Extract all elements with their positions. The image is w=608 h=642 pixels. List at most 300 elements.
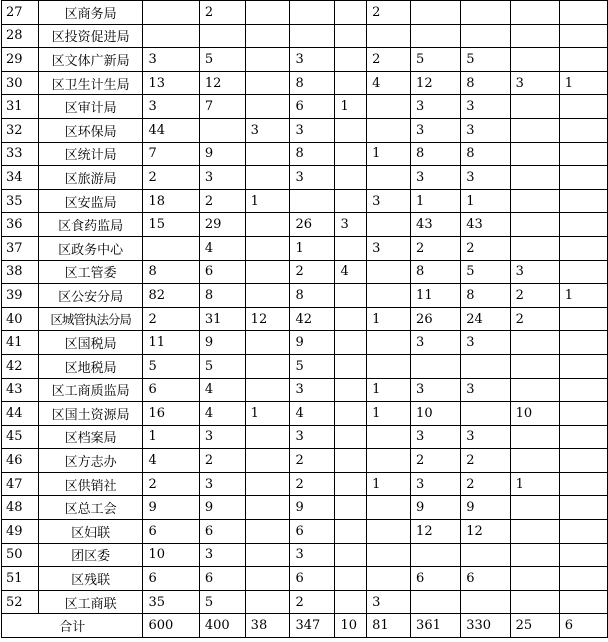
row-number: 33 [2,142,39,166]
value-cell: 6 [143,378,199,402]
value-cell [559,24,607,48]
value-cell: 3 [199,543,245,567]
value-cell: 26 [290,213,335,237]
value-cell [143,24,199,48]
department-name: 区卫生计生局 [38,71,143,95]
value-cell [510,378,559,402]
value-cell [367,260,411,284]
value-cell [245,24,290,48]
value-cell: 1 [290,236,335,260]
value-cell: 16 [143,402,199,426]
value-cell [367,118,411,142]
value-cell [335,567,367,591]
value-cell [510,142,559,166]
table-row [2,331,608,355]
value-cell [143,1,199,25]
value-cell [559,1,607,25]
value-cell [245,472,290,496]
value-cell: 6 [199,567,245,591]
value-cell: 2 [461,472,510,496]
table-row [2,520,608,544]
value-cell [559,354,607,378]
value-cell: 9 [290,331,335,355]
value-cell: 44 [143,118,199,142]
value-cell [510,331,559,355]
row-number: 38 [2,260,39,284]
value-cell: 3 [461,425,510,449]
value-cell [367,449,411,473]
value-cell: 3 [245,118,290,142]
value-cell: 1 [367,402,411,426]
value-cell: 5 [290,354,335,378]
value-cell [335,378,367,402]
value-cell [559,189,607,213]
value-cell: 6 [290,520,335,544]
table-row [2,213,608,237]
total-row [2,614,608,638]
row-number: 34 [2,166,39,190]
value-cell [290,24,335,48]
value-cell: 29 [199,213,245,237]
table-row [2,95,608,119]
value-cell: 26 [411,307,461,331]
value-cell [510,95,559,119]
row-number: 29 [2,48,39,72]
row-number: 36 [2,213,39,237]
value-cell: 2 [510,307,559,331]
value-cell [559,166,607,190]
row-number: 44 [2,402,39,426]
department-name: 区地税局 [38,354,143,378]
value-cell: 3 [461,118,510,142]
value-cell [335,331,367,355]
value-cell: 2 [290,449,335,473]
value-cell: 8 [290,284,335,308]
value-cell [199,118,245,142]
value-cell: 3 [461,331,510,355]
value-cell: 8 [461,142,510,166]
value-cell: 1 [367,142,411,166]
value-cell [335,496,367,520]
department-name: 区供销社 [38,472,143,496]
row-number: 49 [2,520,39,544]
total-value-cell: 361 [411,614,461,638]
value-cell [510,354,559,378]
value-cell: 2 [199,189,245,213]
total-value-cell: 600 [143,614,199,638]
value-cell [335,354,367,378]
value-cell [559,118,607,142]
value-cell [335,449,367,473]
value-cell [367,520,411,544]
value-cell: 6 [199,260,245,284]
table-body [2,1,608,638]
value-cell [335,472,367,496]
total-label: 合计 [2,614,143,638]
department-name: 区方志办 [38,449,143,473]
row-number: 35 [2,189,39,213]
value-cell [245,166,290,190]
table-row [2,567,608,591]
value-cell [559,331,607,355]
value-cell [559,449,607,473]
value-cell: 11 [411,284,461,308]
department-name: 区工商质监局 [38,378,143,402]
value-cell: 8 [290,142,335,166]
value-cell [367,284,411,308]
value-cell: 3 [461,95,510,119]
value-cell: 5 [143,354,199,378]
value-cell [510,543,559,567]
value-cell: 1 [510,472,559,496]
value-cell: 13 [143,71,199,95]
row-number: 51 [2,567,39,591]
value-cell [559,142,607,166]
department-name: 区国税局 [38,331,143,355]
value-cell: 3 [290,378,335,402]
value-cell: 1 [367,472,411,496]
value-cell [245,520,290,544]
value-cell [367,567,411,591]
value-cell: 6 [461,567,510,591]
value-cell: 3 [199,472,245,496]
value-cell [559,260,607,284]
department-name: 区公安分局 [38,284,143,308]
row-number: 31 [2,95,39,119]
table-row [2,260,608,284]
value-cell: 4 [367,71,411,95]
value-cell: 2 [199,449,245,473]
value-cell: 6 [411,567,461,591]
total-value-cell: 81 [367,614,411,638]
value-cell [559,378,607,402]
value-cell: 4 [143,449,199,473]
department-name: 区总工会 [38,496,143,520]
table-row [2,425,608,449]
value-cell [335,71,367,95]
table-row [2,142,608,166]
value-cell: 3 [143,95,199,119]
value-cell [559,236,607,260]
table-row [2,118,608,142]
statistics-table [1,0,608,638]
value-cell: 2 [290,260,335,284]
value-cell [510,425,559,449]
row-number: 30 [2,71,39,95]
table-row [2,354,608,378]
value-cell: 3 [411,331,461,355]
value-cell: 7 [143,142,199,166]
row-number: 46 [2,449,39,473]
value-cell: 6 [143,520,199,544]
department-name: 区档案局 [38,425,143,449]
value-cell [245,378,290,402]
value-cell: 2 [290,590,335,614]
value-cell: 8 [290,71,335,95]
value-cell: 43 [461,213,510,237]
table-row [2,48,608,72]
value-cell: 3 [367,189,411,213]
value-cell: 9 [461,496,510,520]
value-cell: 3 [411,118,461,142]
value-cell [367,166,411,190]
value-cell: 5 [411,48,461,72]
department-name: 区工管委 [38,260,143,284]
value-cell: 9 [411,496,461,520]
department-name: 区安监局 [38,189,143,213]
value-cell: 3 [199,425,245,449]
value-cell [245,354,290,378]
total-value-cell: 38 [245,614,290,638]
value-cell: 2 [411,449,461,473]
row-number: 27 [2,1,39,25]
value-cell: 1 [367,307,411,331]
value-cell [367,331,411,355]
value-cell [510,1,559,25]
value-cell [411,24,461,48]
value-cell: 4 [335,260,367,284]
value-cell [411,1,461,25]
value-cell [245,284,290,308]
value-cell: 3 [461,166,510,190]
value-cell: 24 [461,307,510,331]
value-cell: 5 [199,590,245,614]
value-cell [245,543,290,567]
row-number: 48 [2,496,39,520]
department-name: 区工商联 [38,590,143,614]
value-cell: 9 [143,496,199,520]
value-cell: 3 [290,48,335,72]
value-cell [510,24,559,48]
value-cell: 2 [143,166,199,190]
table-row [2,496,608,520]
value-cell: 1 [559,71,607,95]
value-cell: 43 [411,213,461,237]
value-cell [559,48,607,72]
value-cell [559,472,607,496]
department-name: 区城管执法分局 [38,307,143,331]
row-number: 37 [2,236,39,260]
value-cell: 3 [290,118,335,142]
value-cell [290,1,335,25]
value-cell: 2 [367,1,411,25]
department-name: 区旅游局 [38,166,143,190]
value-cell: 2 [367,48,411,72]
value-cell: 31 [199,307,245,331]
department-name: 区食药监局 [38,213,143,237]
value-cell [245,71,290,95]
value-cell: 5 [461,260,510,284]
table-row [2,543,608,567]
department-name: 团区委 [38,543,143,567]
value-cell [367,496,411,520]
value-cell [245,48,290,72]
row-number: 28 [2,24,39,48]
row-number: 41 [2,331,39,355]
table-row [2,472,608,496]
value-cell: 8 [411,260,461,284]
value-cell: 9 [199,142,245,166]
table-row [2,24,608,48]
value-cell [335,236,367,260]
value-cell: 3 [510,71,559,95]
value-cell: 1 [245,189,290,213]
table-row [2,590,608,614]
value-cell [245,260,290,284]
value-cell: 2 [143,472,199,496]
value-cell [199,24,245,48]
value-cell [510,236,559,260]
value-cell [245,449,290,473]
value-cell: 1 [245,402,290,426]
value-cell: 3 [411,95,461,119]
value-cell [245,496,290,520]
value-cell: 3 [290,543,335,567]
value-cell [367,95,411,119]
value-cell [245,236,290,260]
value-cell [559,567,607,591]
value-cell: 3 [335,213,367,237]
total-value-cell: 330 [461,614,510,638]
value-cell: 3 [290,425,335,449]
value-cell [335,520,367,544]
value-cell [335,118,367,142]
value-cell [335,402,367,426]
value-cell [559,307,607,331]
value-cell: 42 [290,307,335,331]
value-cell [461,402,510,426]
total-value-cell: 10 [335,614,367,638]
value-cell: 1 [143,425,199,449]
value-cell [510,213,559,237]
value-cell: 2 [461,236,510,260]
value-cell: 3 [199,166,245,190]
value-cell [510,449,559,473]
value-cell: 9 [199,496,245,520]
value-cell [411,590,461,614]
value-cell [559,590,607,614]
value-cell [461,543,510,567]
value-cell [245,95,290,119]
department-name: 区妇联 [38,520,143,544]
value-cell: 9 [199,331,245,355]
value-cell [335,543,367,567]
value-cell [559,213,607,237]
value-cell: 35 [143,590,199,614]
value-cell: 2 [199,1,245,25]
value-cell [510,189,559,213]
table-row [2,71,608,95]
department-name: 区统计局 [38,142,143,166]
value-cell [510,118,559,142]
value-cell [510,520,559,544]
value-cell [461,590,510,614]
value-cell: 4 [199,378,245,402]
value-cell [559,496,607,520]
department-name: 区政务中心 [38,236,143,260]
value-cell: 6 [290,95,335,119]
value-cell [367,425,411,449]
value-cell: 2 [411,236,461,260]
value-cell: 3 [411,472,461,496]
value-cell: 12 [411,71,461,95]
value-cell: 82 [143,284,199,308]
value-cell [559,520,607,544]
value-cell: 5 [199,354,245,378]
value-cell: 1 [335,95,367,119]
value-cell: 7 [199,95,245,119]
row-number: 52 [2,590,39,614]
value-cell: 6 [290,567,335,591]
value-cell: 6 [143,567,199,591]
value-cell [245,425,290,449]
value-cell: 2 [143,307,199,331]
value-cell: 2 [461,449,510,473]
value-cell [245,590,290,614]
value-cell [245,567,290,591]
value-cell: 5 [199,48,245,72]
value-cell: 3 [411,425,461,449]
value-cell [510,496,559,520]
value-cell [411,354,461,378]
row-number: 45 [2,425,39,449]
value-cell: 6 [199,520,245,544]
value-cell [335,1,367,25]
value-cell [290,189,335,213]
row-number: 40 [2,307,39,331]
value-cell: 12 [461,520,510,544]
value-cell: 4 [199,236,245,260]
table-row [2,402,608,426]
value-cell [367,354,411,378]
department-name: 区投资促进局 [38,24,143,48]
value-cell: 4 [290,402,335,426]
value-cell [335,425,367,449]
row-number: 47 [2,472,39,496]
value-cell [559,425,607,449]
value-cell: 4 [199,402,245,426]
value-cell: 12 [411,520,461,544]
table-row [2,236,608,260]
value-cell: 2 [510,284,559,308]
row-number: 32 [2,118,39,142]
table-row [2,307,608,331]
value-cell [367,213,411,237]
value-cell: 3 [411,166,461,190]
value-cell [559,402,607,426]
department-name: 区国土资源局 [38,402,143,426]
department-name: 区文体广新局 [38,48,143,72]
value-cell: 11 [143,331,199,355]
value-cell: 18 [143,189,199,213]
value-cell: 8 [461,71,510,95]
value-cell [411,543,461,567]
value-cell: 3 [411,378,461,402]
value-cell: 8 [461,284,510,308]
value-cell [335,166,367,190]
value-cell [245,331,290,355]
value-cell: 10 [143,543,199,567]
value-cell: 15 [143,213,199,237]
value-cell [335,284,367,308]
value-cell [461,1,510,25]
value-cell [335,24,367,48]
value-cell [245,142,290,166]
total-value-cell: 347 [290,614,335,638]
value-cell [510,590,559,614]
value-cell: 8 [411,142,461,166]
value-cell [461,24,510,48]
